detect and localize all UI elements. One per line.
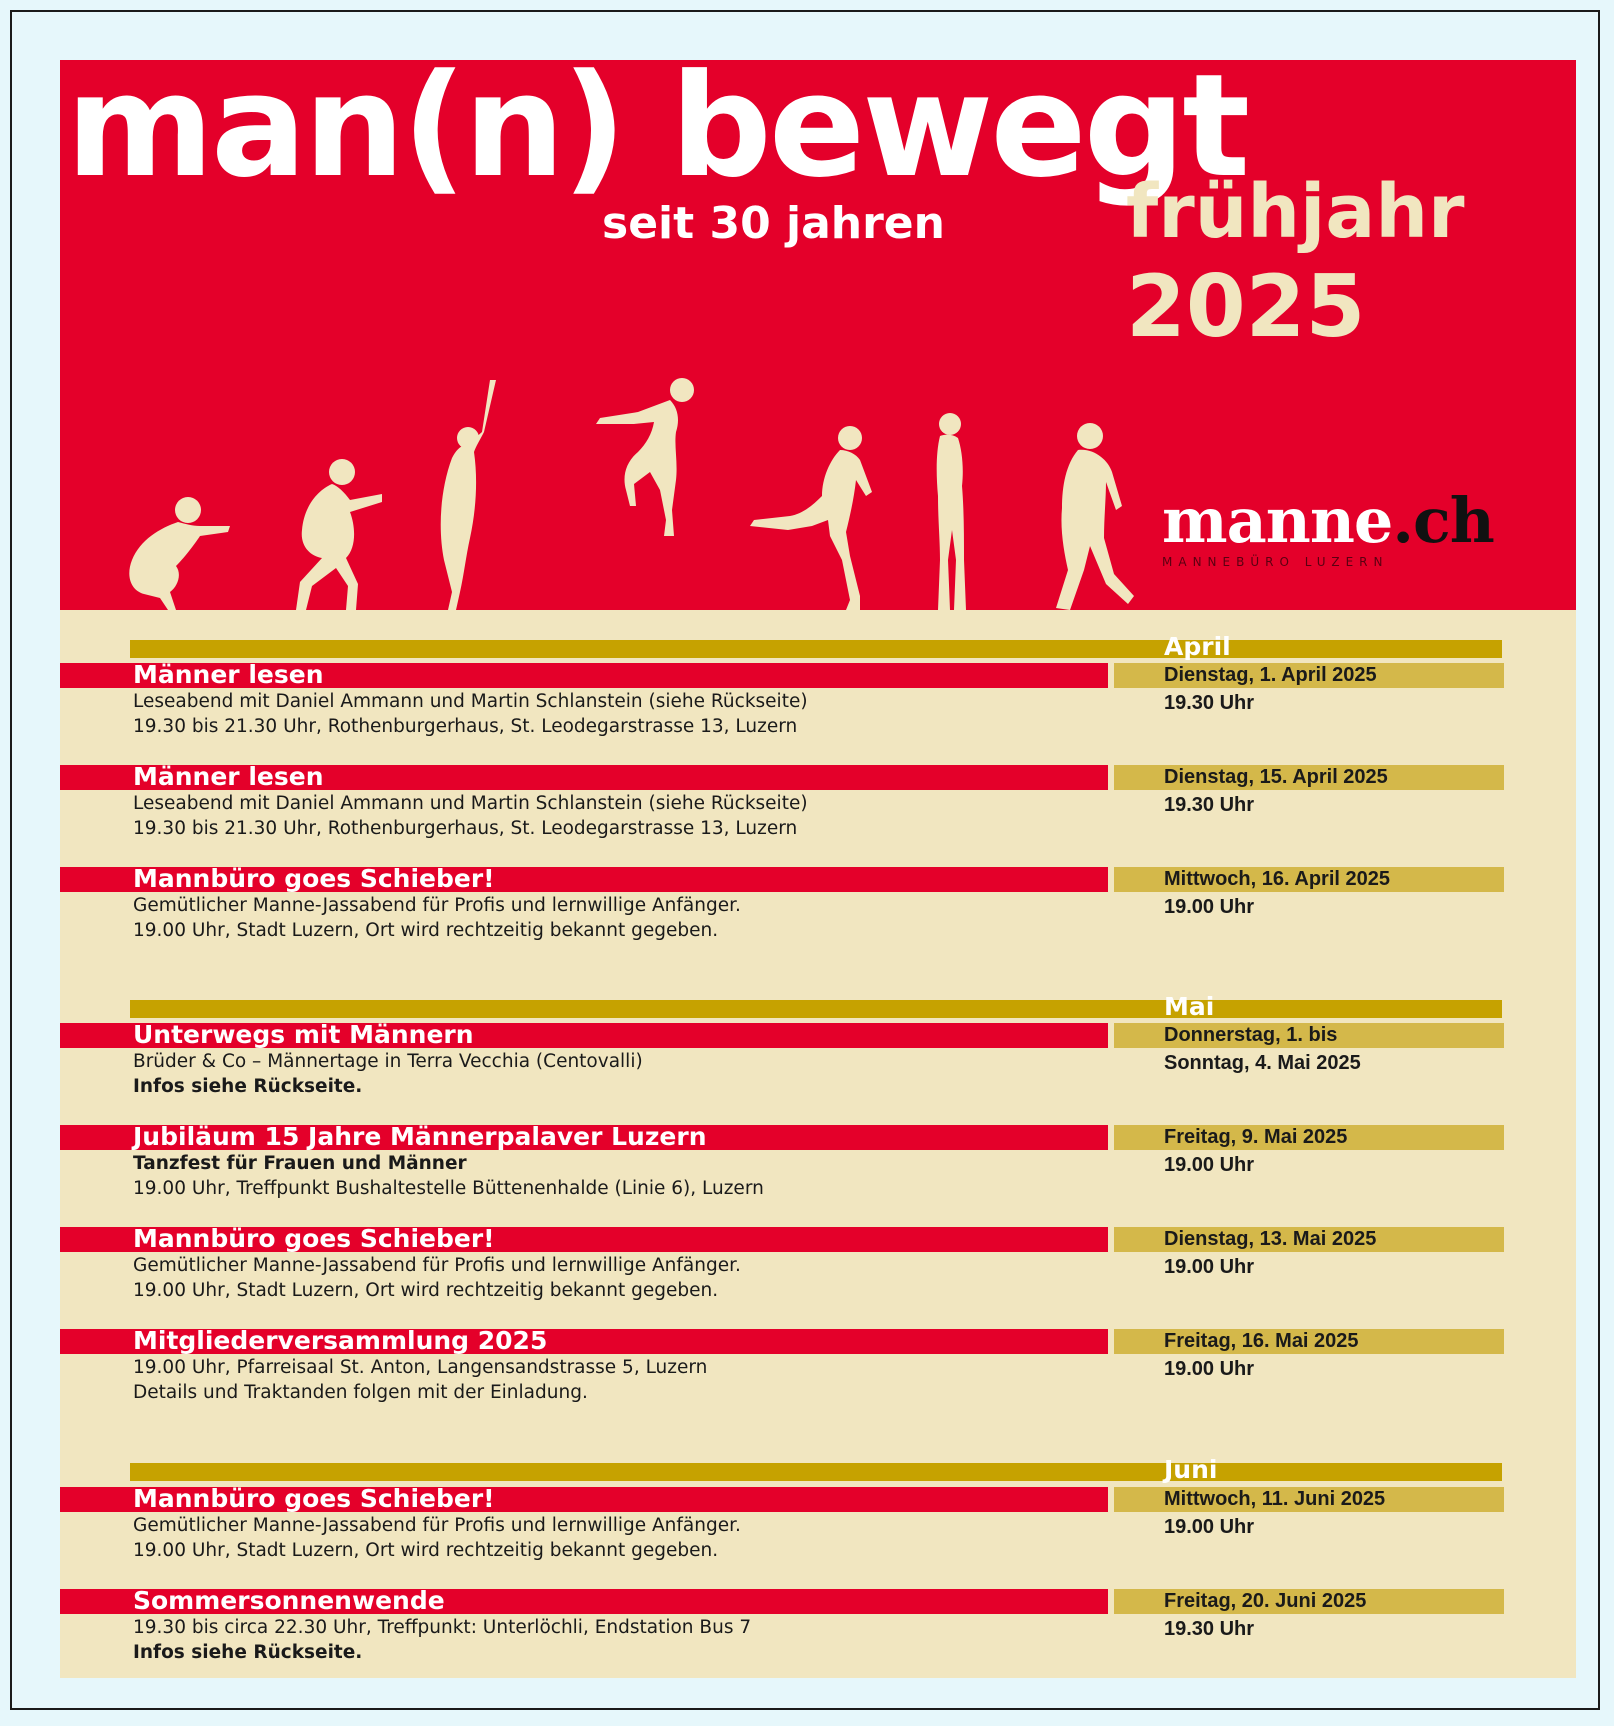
event-date: Dienstag, 1. April 2025 bbox=[1164, 664, 1377, 686]
event-details: 19.30 bis 21.30 Uhr, Rothenburgerhaus, St. Leodegarstrasse 13, Luzern bbox=[133, 818, 798, 839]
event-description: Gemütlicher Manne-Jassabend für Profis und lernwillige Anfänger. bbox=[133, 895, 741, 916]
event-title: Jubiläum 15 Jahre Männerpalaver Luzern bbox=[133, 1122, 707, 1151]
event-title: Unterwegs mit Männern bbox=[133, 1020, 474, 1049]
event-time: 19.30 Uhr bbox=[1164, 1618, 1255, 1640]
event-description: Brüder & Co – Männertage in Terra Vecchia (Centovalli) bbox=[133, 1051, 643, 1072]
logo-tld: .ch bbox=[1392, 484, 1494, 557]
event-details: Infos siehe Rückseite. bbox=[133, 1642, 363, 1663]
event-description: Gemütlicher Manne-Jassabend für Profis und lernwillige Anfänger. bbox=[133, 1515, 741, 1536]
poster-header bbox=[60, 60, 1576, 610]
event-details: Details und Traktanden folgen mit der Einladung. bbox=[133, 1382, 588, 1403]
event-title: Männer lesen bbox=[133, 660, 324, 689]
event-description: Gemütlicher Manne-Jassabend für Profis und lernwillige Anfänger. bbox=[133, 1255, 741, 1276]
event-description: 19.00 Uhr, Pfarreisaal St. Anton, Langensandstrasse 5, Luzern bbox=[133, 1357, 708, 1378]
event-time: 19.00 Uhr bbox=[1164, 1154, 1255, 1176]
month-label-mai: Mai bbox=[1164, 992, 1215, 1021]
logo-wordmark bbox=[1162, 484, 1502, 557]
figure-squat-2 bbox=[296, 459, 382, 610]
logo-tagline: MANNEBÜRO LUZERN bbox=[1162, 555, 1389, 570]
event-date: Mittwoch, 11. Juni 2025 bbox=[1164, 1488, 1386, 1510]
event-title: Männer lesen bbox=[133, 762, 324, 791]
event-description: 19.30 bis circa 22.30 Uhr, Treffpunkt: Unterlöchli, Endstation Bus 7 bbox=[133, 1617, 752, 1638]
figure-jump bbox=[596, 378, 694, 536]
event-details: Infos siehe Rückseite. bbox=[133, 1076, 363, 1097]
event-details: 19.30 bis 21.30 Uhr, Rothenburgerhaus, St. Leodegarstrasse 13, Luzern bbox=[133, 716, 798, 737]
event-description: Tanzfest für Frauen und Männer bbox=[133, 1153, 467, 1174]
event-date: Donnerstag, 1. bis bbox=[1164, 1024, 1338, 1046]
event-title: Mitgliederversammlung 2025 bbox=[133, 1326, 548, 1355]
event-date: Mittwoch, 16. April 2025 bbox=[1164, 868, 1390, 890]
manne-logo bbox=[1162, 484, 1502, 570]
figure-squat-1 bbox=[129, 497, 230, 610]
event-details: 19.00 Uhr, Treffpunkt Bushaltestelle Büttenenhalde (Linie 6), Luzern bbox=[133, 1178, 764, 1199]
event-description: Leseabend mit Daniel Ammann und Martin Schlanstein (siehe Rückseite) bbox=[133, 691, 808, 712]
poster bbox=[60, 60, 1576, 1678]
event-date: Freitag, 20. Juni 2025 bbox=[1164, 1590, 1367, 1612]
event-title: Mannbüro goes Schieber! bbox=[133, 864, 495, 893]
jumping-figures-illustration bbox=[60, 360, 1160, 610]
figure-run bbox=[750, 426, 872, 610]
month-divider-mai bbox=[130, 1000, 1502, 1018]
event-time: 19.30 Uhr bbox=[1164, 692, 1255, 714]
event-title: Sommersonnenwende bbox=[133, 1586, 445, 1615]
event-description: Leseabend mit Daniel Ammann und Martin Schlanstein (siehe Rückseite) bbox=[133, 793, 808, 814]
event-time: 19.00 Uhr bbox=[1164, 896, 1255, 918]
event-time: 19.00 Uhr bbox=[1164, 1516, 1255, 1538]
event-date: Freitag, 9. Mai 2025 bbox=[1164, 1126, 1348, 1148]
event-end-date: Sonntag, 4. Mai 2025 bbox=[1164, 1052, 1361, 1074]
event-time: 19.00 Uhr bbox=[1164, 1358, 1255, 1380]
headline: man(n) bewegt bbox=[66, 60, 1248, 209]
month-divider-juni bbox=[130, 1463, 1502, 1481]
event-details: 19.00 Uhr, Stadt Luzern, Ort wird rechtzeitig bekannt gegeben. bbox=[133, 1280, 719, 1301]
event-details: 19.00 Uhr, Stadt Luzern, Ort wird rechtzeitig bekannt gegeben. bbox=[133, 1540, 719, 1561]
page-frame bbox=[10, 10, 1600, 1710]
figure-stand bbox=[937, 413, 966, 610]
event-time: 19.30 Uhr bbox=[1164, 794, 1255, 816]
event-details: 19.00 Uhr, Stadt Luzern, Ort wird rechtzeitig bekannt gegeben. bbox=[133, 920, 719, 941]
month-label-juni: Juni bbox=[1164, 1455, 1218, 1484]
month-label-april: April bbox=[1164, 632, 1231, 661]
event-title: Mannbüro goes Schieber! bbox=[133, 1224, 495, 1253]
season-label: frühjahr bbox=[1126, 169, 1465, 255]
figure-stretch bbox=[441, 380, 496, 610]
event-title: Mannbüro goes Schieber! bbox=[133, 1484, 495, 1513]
subline: seit 30 jahren bbox=[602, 198, 945, 249]
event-date: Dienstag, 13. Mai 2025 bbox=[1164, 1228, 1377, 1250]
year-label: 2025 bbox=[1126, 257, 1366, 357]
figure-walk bbox=[1056, 423, 1134, 610]
month-divider-april bbox=[130, 640, 1502, 658]
event-date: Freitag, 16. Mai 2025 bbox=[1164, 1330, 1359, 1352]
event-time: 19.00 Uhr bbox=[1164, 1256, 1255, 1278]
logo-name: manne bbox=[1162, 484, 1393, 557]
event-date: Dienstag, 15. April 2025 bbox=[1164, 766, 1388, 788]
